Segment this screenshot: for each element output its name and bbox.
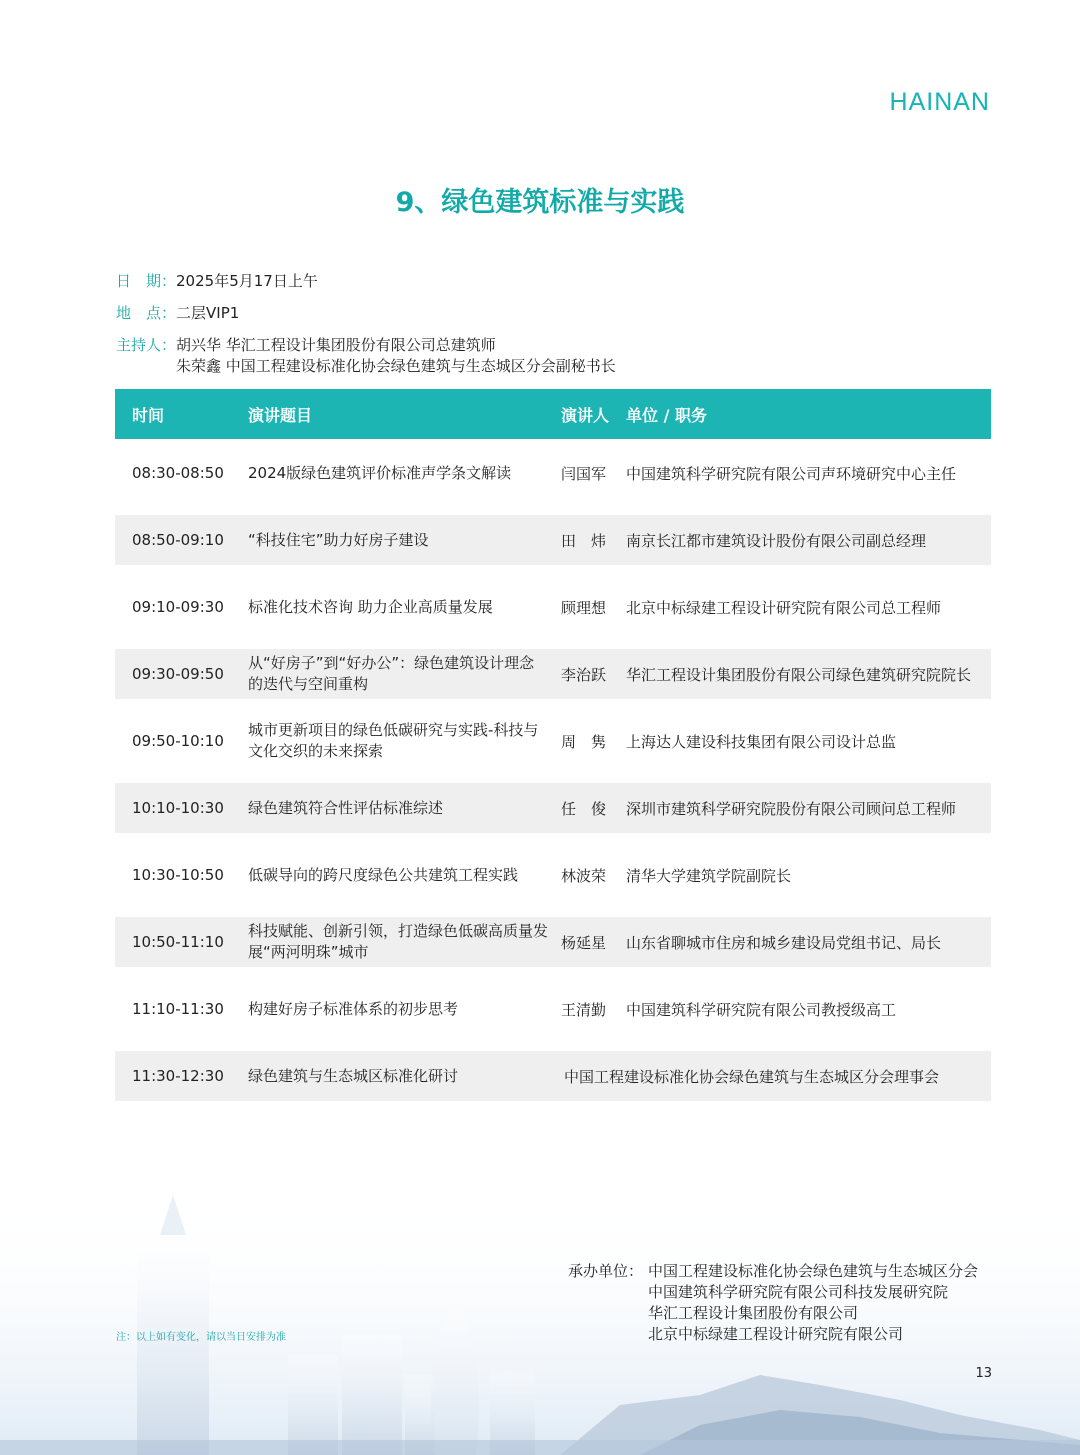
row-speaker: 林波荣 bbox=[561, 866, 607, 885]
organizer-item: 北京中标绿建工程设计研究院有限公司 bbox=[648, 1325, 904, 1343]
date-value: 2025年5月17日上午 bbox=[176, 272, 318, 290]
table-row bbox=[115, 984, 991, 1034]
host-2: 朱荣鑫 中国工程建设标准化协会绿色建筑与生态城区分会副秘书长 bbox=[176, 357, 616, 375]
row-time: 08:50-09:10 bbox=[132, 531, 224, 549]
organizers bbox=[568, 1261, 978, 1345]
table-row bbox=[115, 515, 991, 565]
row-speaker: 顾理想 bbox=[561, 598, 607, 617]
row-topic: 低碳导向的跨尺度绿色公共建筑工程实践 bbox=[248, 865, 519, 884]
meta-date bbox=[116, 270, 318, 291]
table-row bbox=[115, 716, 991, 766]
header-speaker: 演讲人 bbox=[561, 406, 610, 425]
row-topic: 绿色建筑符合性评估标准综述 bbox=[248, 798, 444, 817]
row-topic: 构建好房子标准体系的初步思考 bbox=[248, 999, 459, 1018]
row-org: 中国建筑科学研究院有限公司教授级高工 bbox=[626, 1000, 897, 1019]
place-label: 地 点： bbox=[116, 304, 177, 322]
row-time: 11:30-12:30 bbox=[132, 1067, 224, 1085]
row-org: 南京长江都市建筑设计股份有限公司副总经理 bbox=[626, 531, 927, 550]
row-topic: 绿色建筑与生态城区标准化研讨 bbox=[248, 1066, 459, 1085]
row-topic: 从“好房子”到“好办公”：绿色建筑设计理念的迭代与空间重构 bbox=[248, 654, 535, 693]
meta-hosts bbox=[116, 335, 616, 377]
row-time: 10:50-11:10 bbox=[132, 933, 224, 951]
row-time: 09:10-09:30 bbox=[132, 598, 224, 616]
header-time: 时间 bbox=[132, 406, 165, 425]
brand-label: HAINAN bbox=[889, 88, 990, 116]
row-topic: 标准化技术咨询 助力企业高质量发展 bbox=[248, 597, 493, 616]
row-speaker: 王清勤 bbox=[561, 1000, 607, 1019]
schedule-table bbox=[115, 389, 991, 1101]
row-org: 中国建筑科学研究院有限公司声环境研究中心主任 bbox=[626, 464, 957, 483]
table-row bbox=[115, 448, 991, 498]
organizer-item: 华汇工程设计集团股份有限公司 bbox=[648, 1304, 859, 1322]
row-org: 北京中标绿建工程设计研究院有限公司总工程师 bbox=[626, 598, 942, 617]
row-speaker: 任 俊 bbox=[561, 799, 607, 818]
row-speaker: 李治跃 bbox=[561, 665, 607, 684]
place-value: 二层VIP1 bbox=[176, 304, 240, 322]
organizers-label: 承办单位： bbox=[568, 1262, 644, 1280]
row-org: 山东省聊城市住房和城乡建设局党组书记、局长 bbox=[626, 933, 942, 952]
row-time: 09:50-10:10 bbox=[132, 732, 224, 750]
row-org: 中国工程建设标准化协会绿色建筑与生态城区分会理事会 bbox=[564, 1067, 940, 1086]
page-title: 9、绿色建筑标准与实践 bbox=[395, 187, 685, 218]
row-topic: 城市更新项目的绿色低碳研究与实践-科技与文化交织的未来探索 bbox=[248, 721, 539, 760]
organizer-item: 中国建筑科学研究院有限公司科技发展研究院 bbox=[648, 1283, 949, 1301]
table-row bbox=[115, 582, 991, 632]
page-number: 13 bbox=[975, 1366, 992, 1381]
row-time: 10:30-10:50 bbox=[132, 866, 224, 884]
row-topic: 科技赋能、创新引领，打造绿色低碳高质量发展“两河明珠”城市 bbox=[248, 922, 549, 961]
row-speaker: 杨延星 bbox=[561, 933, 607, 952]
row-org: 深圳市建筑科学研究院股份有限公司顾问总工程师 bbox=[626, 799, 957, 818]
row-topic: 2024版绿色建筑评价标准声学条文解读 bbox=[248, 463, 512, 482]
table-header bbox=[115, 389, 991, 439]
organizer-item: 中国工程建设标准化协会绿色建筑与生态城区分会 bbox=[648, 1262, 979, 1280]
row-org: 清华大学建筑学院副院长 bbox=[626, 866, 792, 885]
host-1: 胡兴华 华汇工程设计集团股份有限公司总建筑师 bbox=[176, 336, 496, 354]
meta-place bbox=[116, 302, 239, 323]
table-row bbox=[115, 917, 991, 967]
row-time: 10:10-10:30 bbox=[132, 799, 224, 817]
row-time: 09:30-09:50 bbox=[132, 665, 224, 683]
table-row bbox=[115, 1051, 991, 1101]
footnote: 注：以上如有变化，请以当日安排为准 bbox=[116, 1332, 286, 1343]
header-org: 单位 / 职务 bbox=[626, 406, 707, 425]
table-row bbox=[115, 783, 991, 833]
row-org: 上海达人建设科技集团有限公司设计总监 bbox=[626, 732, 897, 751]
row-topic: “科技住宅”助力好房子建设 bbox=[248, 530, 429, 549]
table-row bbox=[115, 649, 991, 699]
header-topic: 演讲题目 bbox=[248, 406, 313, 425]
row-speaker: 田 炜 bbox=[561, 531, 607, 550]
row-speaker: 周 隽 bbox=[561, 732, 607, 751]
row-org: 华汇工程设计集团股份有限公司绿色建筑研究院院长 bbox=[626, 665, 972, 684]
table-row bbox=[115, 850, 991, 900]
row-speaker: 闫国军 bbox=[561, 464, 607, 483]
host-label: 主持人： bbox=[116, 336, 177, 354]
row-time: 11:10-11:30 bbox=[132, 1000, 224, 1018]
date-label: 日 期： bbox=[116, 272, 177, 290]
row-time: 08:30-08:50 bbox=[132, 464, 224, 482]
